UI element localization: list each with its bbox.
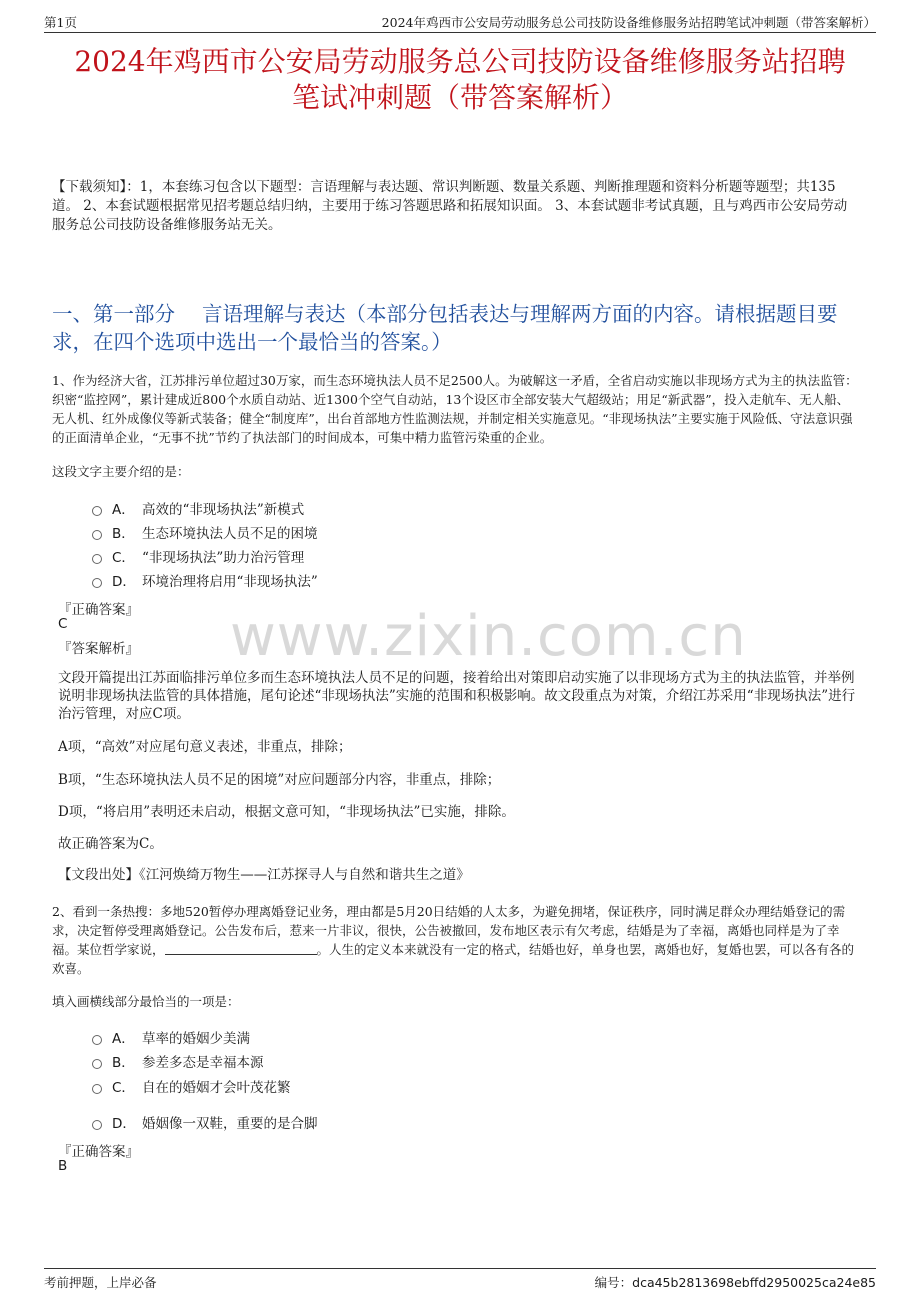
analysis-label: 『答案解析』 xyxy=(58,641,139,657)
radio-icon[interactable] xyxy=(92,530,102,540)
text-source: 【文段出处】《江河焕绮万物生——江苏探寻人与自然和谐共生之道》 xyxy=(58,867,470,883)
document-title xyxy=(44,44,876,116)
option-b[interactable]: B． 参差多态是幸福本源 xyxy=(92,1051,264,1071)
option-d[interactable]: D． 环境治理将启用“非现场执法” xyxy=(92,570,318,590)
page-number: 第1页 xyxy=(44,15,77,30)
radio-icon[interactable] xyxy=(92,1059,102,1069)
analysis-option-b: B项，“生态环境执法人员不足的困境”对应问题部分内容，非重点，排除； xyxy=(58,772,501,788)
radio-icon[interactable] xyxy=(92,1035,102,1045)
option-a[interactable]: A． 高效的“非现场执法”新模式 xyxy=(92,498,304,518)
page-footer xyxy=(44,1268,876,1289)
document-title-line-1: 2024年鸡西市公安局劳动服务总公司技防设备维修服务站招聘 xyxy=(74,45,846,78)
header-doc-title: 2024年鸡西市公安局劳动服务总公司技防设备维修服务站招聘笔试冲刺题（带答案解析） xyxy=(381,15,876,30)
document-title-line-2: 笔试冲刺题（带答案解析） xyxy=(291,81,628,114)
question-2-stem: 2、看到一条热搜：多地520暂停办理离婚登记业务，理由都是5月20日结婚的人太多，为避免拥堵，保证秩序，同时满足群众办理结婚登记的需求，决定暂停受理离婚登记。公告发布后，惹来一片非议，很快，公告被撤回，发布地区表示有欠考虑，结婚是为了幸福，离婚也同样是为了幸福。某位哲学家说， 。人生的定义本来就没有一定的格式，结婚也好，单身也罢，离婚也好，复婚也罢，可以各有各的欢喜。 xyxy=(52,904,855,976)
fill-blank xyxy=(165,942,317,955)
radio-icon[interactable] xyxy=(92,1084,102,1094)
option-c[interactable]: C． “非现场执法”助力治污管理 xyxy=(92,546,304,566)
answer-label: 『正确答案』 xyxy=(58,602,139,618)
analysis-paragraph: 文段开篇提出江苏面临排污单位多而生态环境执法人员不足的问题，接着给出对策即启动实施了以非现场方式为主的执法监管，并举例说明非现场执法监管的具体措施，尾句论述“非现场执法”实施的范围和积极影响。故文段重点为对策，介绍江苏采用“非现场执法”进行治污管理，对应C项。 xyxy=(58,670,856,722)
footer-slogan: 考前押题，上岸必备 xyxy=(44,1275,157,1290)
radio-icon[interactable] xyxy=(92,506,102,516)
answer-label: 『正确答案』 xyxy=(58,1144,139,1160)
analysis-option-a: A项，“高效”对应尾句意义表述，非重点，排除； xyxy=(58,739,352,755)
analysis-option-d: D项，“将启用”表明还未启动，根据文意可知，“非现场执法”已实施，排除。 xyxy=(58,804,515,820)
option-d[interactable]: D． 婚姻像一双鞋，重要的是合脚 xyxy=(92,1112,318,1132)
option-b[interactable]: B． 生态环境执法人员不足的困境 xyxy=(92,522,318,542)
radio-icon[interactable] xyxy=(92,578,102,588)
question-1-stem: 1、作为经济大省，江苏排污单位超过30万家，而生态环境执法人员不足2500人。为破解这一矛盾，全省启动实施以非现场方式为主的执法监管：织密“监控网”，累计建成近800个水质自动站、近1300个空气自动站，13个设区市全部安装大气超级站；用足“新武器”，投入走航车、无人船、无人机、红外成像仪等新式装备；健全“制度库”，出台首部地方性监测法规，并制定相关实施意见。“非现场执法”主要实施于风险低、守法意识强的正面清单企业，“无事不扰”节约了执法部门的时间成本，可集中精力监管污染重的企业。 xyxy=(52,373,858,445)
watermark: www.zixin.com.cn xyxy=(230,604,747,669)
analysis-conclusion: 故正确答案为C。 xyxy=(58,836,163,852)
correct-answer: B xyxy=(58,1158,68,1174)
question-2-prompt: 填入画横线部分最恰当的一项是： xyxy=(52,994,240,1009)
page-header xyxy=(44,10,876,33)
radio-icon[interactable] xyxy=(92,554,102,564)
download-notice: 【下载须知】：1，本套练习包含以下题型：言语理解与表达题、常识判断题、数量关系题、判断推理题和资料分析题等题型；共135道。 2、本套试题根据常见招考题总结归纳，主要用于练习答题思路和拓展知识面。 3、本套试题非考试真题，且与鸡西市公安局劳动服务总公司技防设备维修服务站无关。 xyxy=(52,179,848,233)
section-heading: 一、第一部分 言语理解与表达（本部分包括表达与理解两方面的内容。请根据题目要求，在四个选项中选出一个最恰当的答案。） xyxy=(52,302,838,354)
question-1-prompt: 这段文字主要介绍的是： xyxy=(52,464,190,479)
option-a[interactable]: A． 草率的婚姻少美满 xyxy=(92,1027,250,1047)
option-c[interactable]: C． 自在的婚姻才会叶茂花繁 xyxy=(92,1076,291,1096)
radio-icon[interactable] xyxy=(92,1120,102,1130)
correct-answer: C xyxy=(58,616,68,632)
document-id: 编号：dca45b2813698ebffd2950025ca24e85 xyxy=(594,1275,876,1290)
